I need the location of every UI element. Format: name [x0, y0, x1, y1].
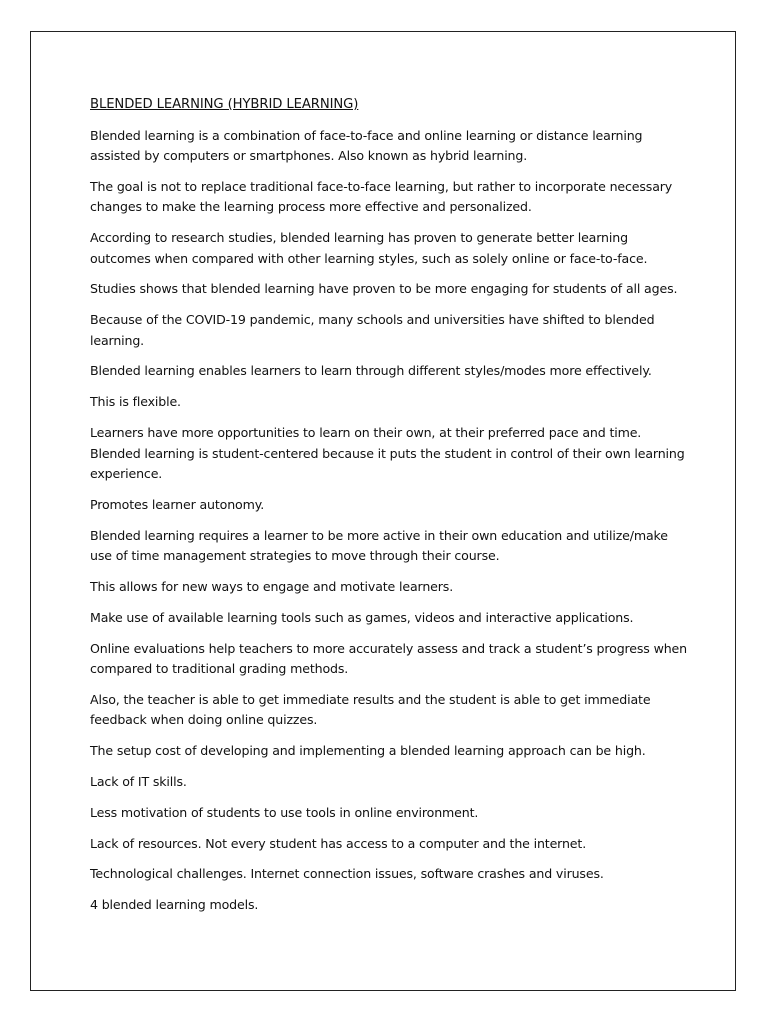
paragraph: Blended learning is a combination of face-to-face and online learning or distance learning assisted by computers or smartphones. Also known as hybrid learning. — [90, 127, 643, 163]
paragraph: The setup cost of developing and implementing a blended learning approach can be high. — [90, 743, 646, 759]
paragraph: The goal is not to replace traditional face-to-face learning, but rather to incorporate necessary changes to make the learning process more effective and personalized. — [90, 178, 673, 215]
paragraph: Technological challenges. Internet connection issues, software crashes and viruses. — [90, 866, 604, 882]
paragraph: Blended learning enables learners to learn through different styles/modes more effectively. — [90, 363, 652, 379]
paragraph: This is flexible. — [90, 394, 181, 410]
document-title: BLENDED LEARNING (HYBRID LEARNING) — [90, 97, 359, 112]
paragraph: This allows for new ways to engage and motivate learners. — [90, 578, 454, 594]
paragraph: Make use of available learning tools such as games, videos and interactive applications. — [90, 609, 634, 625]
paragraph: Lack of IT skills. — [90, 773, 187, 789]
paragraph: Learners have more opportunities to learn on their own, at their preferred pace and time. Blended learning is student-centered because it puts the student in control of their own learning experience. — [90, 425, 685, 482]
paragraph: Online evaluations help teachers to more accurately assess and track a student’s progress when compared to traditional grading methods. — [90, 640, 687, 677]
paragraph: Blended learning requires a learner to be more active in their own education and utilize/make use of time management strategies to move through their course. — [90, 527, 668, 564]
paragraph: 4 blended learning models. — [90, 897, 259, 913]
paragraph: Lack of resources. Not every student has access to a computer and the internet. — [90, 835, 587, 851]
paragraph: According to research studies, blended learning has proven to generate better learning outcomes when compared with other learning styles, such as solely online or face-to-face. — [90, 230, 648, 266]
paragraph: Because of the COVID-19 pandemic, many schools and universities have shifted to blended learning. — [90, 312, 655, 348]
paragraph: Less motivation of students to use tools in online environment. — [90, 804, 479, 820]
document-body — [90, 95, 690, 926]
paragraph: Also, the teacher is able to get immediate results and the student is able to get immediate feedback when doing online quizzes. — [90, 691, 651, 728]
paragraph: Studies shows that blended learning have proven to be more engaging for students of all ages. — [90, 281, 678, 297]
paragraph: Promotes learner autonomy. — [90, 496, 265, 512]
